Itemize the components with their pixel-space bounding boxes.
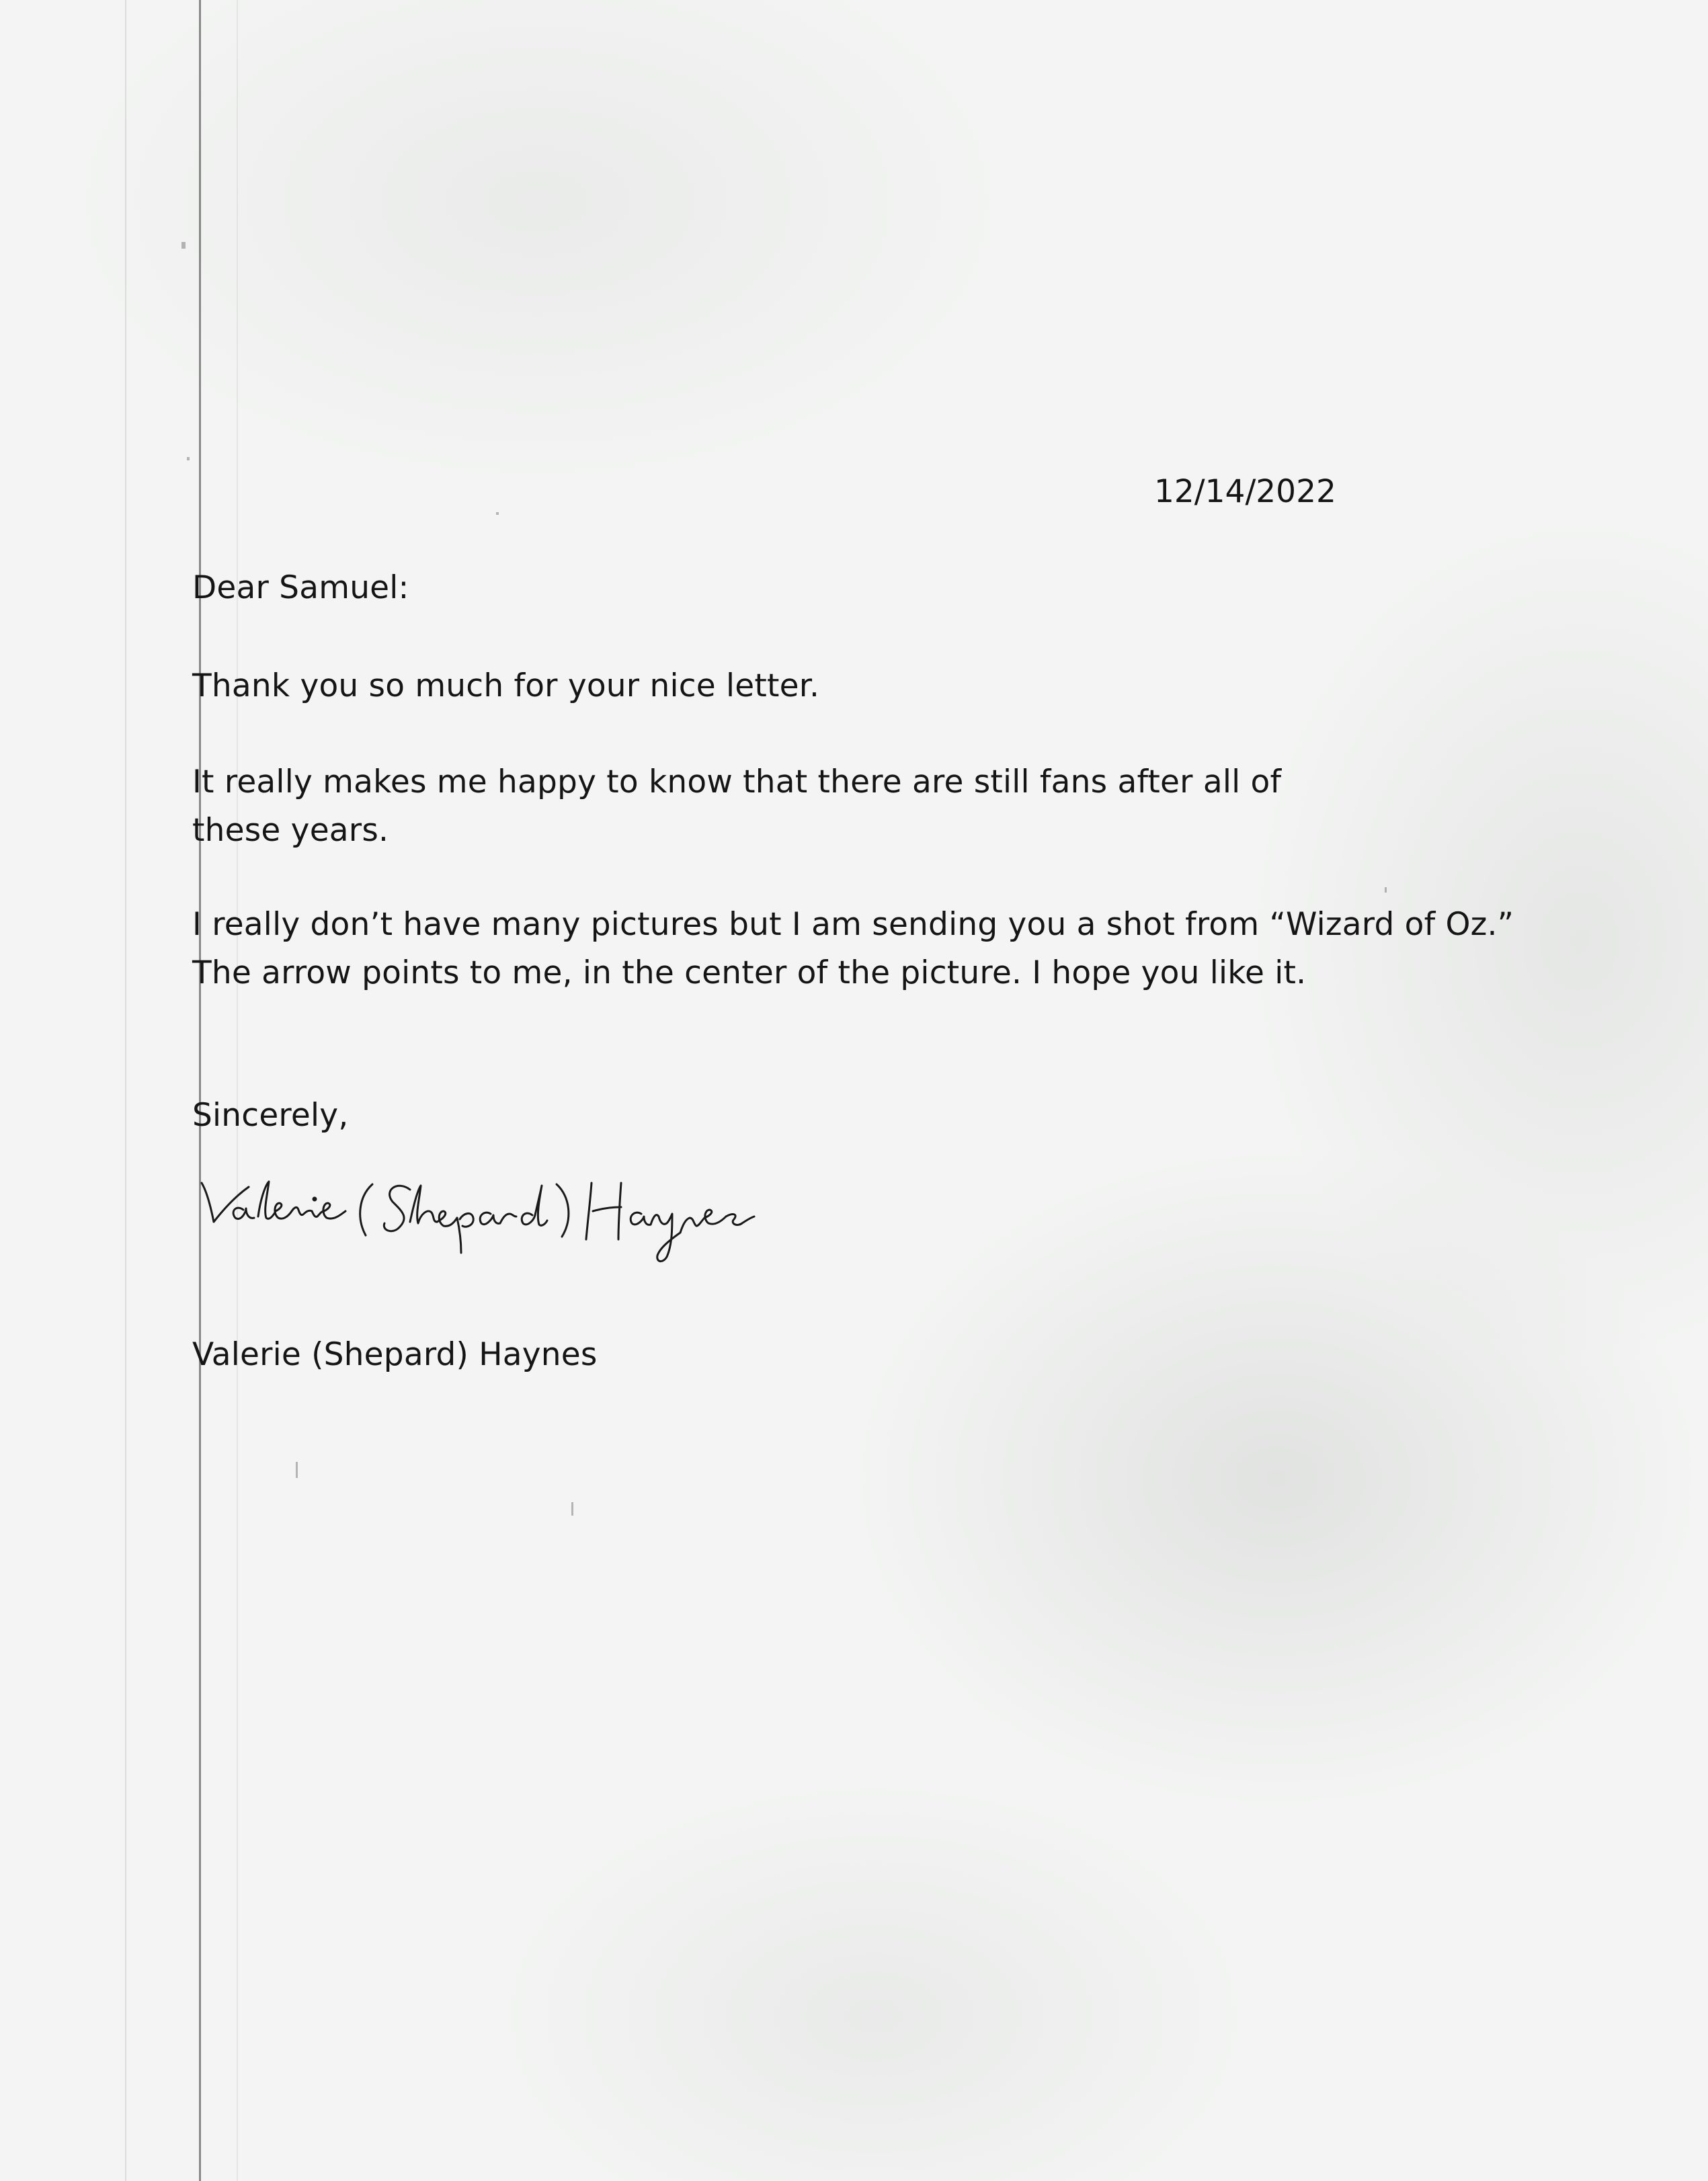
paper-crease-line	[125, 0, 126, 2181]
paragraph-1: Thank you so much for your nice letter.	[192, 667, 820, 704]
paragraph-3-line-1: I really don’t have many pictures but I am sending you a shot from “Wizard of Oz.”	[192, 906, 1514, 943]
letter-date: 12/14/2022	[1154, 473, 1336, 510]
signatory-name: Valerie (Shepard) Haynes	[192, 1336, 598, 1373]
scan-speck	[187, 457, 190, 460]
handwritten-signature	[196, 1169, 922, 1277]
paragraph-2-line-1: It really makes me happy to know that there are still fans after all of	[192, 764, 1282, 800]
scan-speck	[296, 1462, 298, 1478]
scan-speck	[1385, 887, 1387, 893]
scan-speck	[181, 242, 186, 249]
paragraph-2-line-2: these years.	[192, 812, 389, 849]
paper-crease-line	[237, 0, 238, 2181]
paragraph-3-line-2: The arrow points to me, in the center of the picture. I hope you like it.	[192, 954, 1307, 991]
scan-speck	[571, 1502, 573, 1516]
salutation: Dear Samuel:	[192, 569, 409, 606]
closing: Sincerely,	[192, 1097, 349, 1134]
scan-speck	[496, 512, 499, 515]
paper-margin-line	[199, 0, 201, 2181]
